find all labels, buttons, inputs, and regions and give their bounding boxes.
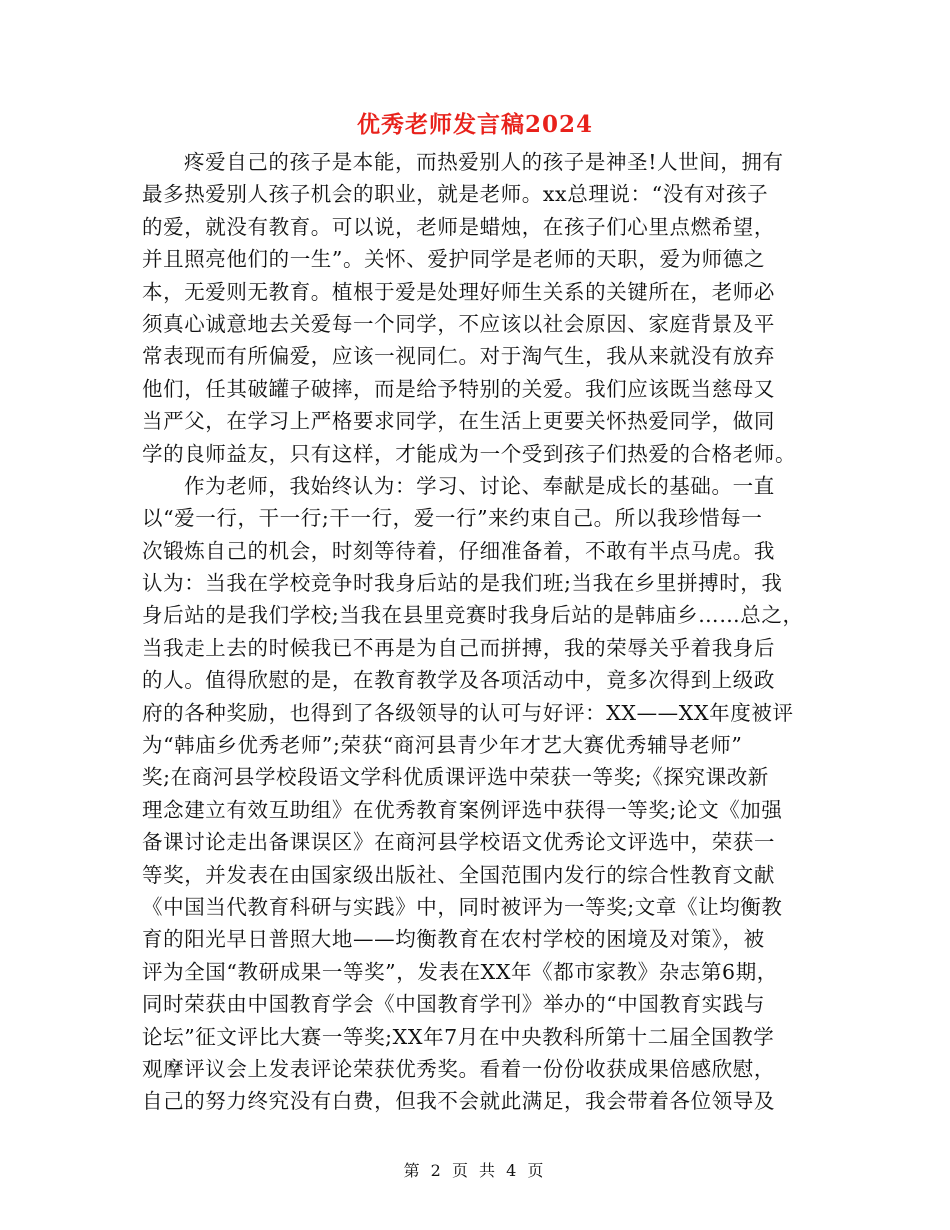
text-line: 的人。值得欣慰的是，在教育教学及各项活动中，竟多次得到上级政 (142, 668, 775, 693)
text-line: 本，无爱则无教育。植根于爱是处理好师生关系的关键所在，老师必 (142, 279, 775, 304)
text-line: 育的阳光早日普照大地——均衡教育在农村学校的困境及对策》，被 (142, 927, 765, 952)
text-line: 学的良师益友，只有这样，才能成为一个受到孩子们热爱的合格老师。 (142, 441, 797, 466)
text-line: 府的各种奖励，也得到了各级领导的认可与好评：XX——XX年度被评 (142, 700, 794, 725)
text-line: 当严父，在学习上严格要求同学，在生活上更要关怀热爱同学，做同 (142, 409, 775, 434)
text-line: 评为全国“教研成果一等奖”，发表在XX年《都市家教》杂志第6期， (142, 959, 778, 984)
text-line: 的爱，就没有教育。可以说，老师是蜡烛，在孩子们心里点燃希望， (142, 214, 775, 239)
text-line: 疼爱自己的孩子是本能，而热爱别人的孩子是神圣!人世间，拥有 (184, 150, 784, 174)
text-line: 当我走上去的时候我已不再是为自己而拼搏，我的荣辱关乎着我身后 (142, 635, 775, 660)
text-line: 认为：当我在学校竞争时我身后站的是我们班;当我在乡里拼搏时，我 (142, 571, 783, 596)
paragraph-2 (142, 470, 818, 1118)
text-line: 论坛”征文评比大赛一等奖;XX年7月在中央教科所第十二届全国教学 (142, 1024, 775, 1049)
text-line: 以“爱一行，干一行;干一行，爱一行”来约束自己。所以我珍惜每一 (142, 506, 763, 531)
text-line: 备课讨论走出备课误区》在商河县学校语文优秀论文评选中，荣获一 (142, 830, 775, 855)
text-line: 他们，任其破罐子破摔，而是给予特别的关爱。我们应该既当慈母又 (142, 376, 775, 401)
page-title: 优秀老师发言稿2024 (356, 111, 593, 138)
page-number-footer: 第 2 页 共 4 页 (403, 1161, 547, 1180)
paragraph-1 (142, 146, 818, 470)
text-line: 身后站的是我们学校;当我在县里竞赛时我身后站的是韩庙乡……总之， (142, 603, 804, 628)
text-line: 常表现而有所偏爱，应该一视同仁。对于淘气生，我从来就没有放弃 (142, 344, 775, 369)
text-line: 最多热爱别人孩子机会的职业，就是老师。xx总理说：“没有对孩子 (142, 182, 769, 207)
text-line: 须真心诚意地去关爱每一个同学，不应该以社会原因、家庭背景及平 (142, 311, 775, 336)
text-line: 并且照亮他们的一生”。关怀、爱护同学是老师的天职，爱为师德之 (142, 247, 765, 272)
text-line: 为“韩庙乡优秀老师”;荣获“商河县青少年才艺大赛优秀辅导老师” (142, 733, 743, 758)
text-line: 次锻炼自己的机会，时刻等待着，仔细准备着，不敢有半点马虎。我 (142, 538, 775, 563)
text-line: 等奖，并发表在由国家级出版社、全国范围内发行的综合性教育文献 (142, 862, 775, 887)
text-line: 理念建立有效互助组》在优秀教育案例评选中获得一等奖;论文《加强 (142, 797, 783, 822)
text-line: 奖;在商河县学校段语文学科优质课评选中荣获一等奖;《探究课改新 (142, 765, 769, 790)
text-line: 作为老师，我始终认为：学习、讨论、奉献是成长的基础。一直 (184, 473, 775, 498)
text-line: 同时荣获由中国教育学会《中国教育学刊》举办的“中国教育实践与 (142, 992, 765, 1017)
body-text (142, 146, 818, 1118)
text-line: 观摩评议会上发表评论荣获优秀奖。看着一份份收获成果倍感欣慰， (142, 1056, 775, 1081)
text-line: 自己的努力终究没有白费，但我不会就此满足，我会带着各位领导及 (142, 1089, 775, 1114)
text-line: 《中国当代教育科研与实践》中，同时被评为一等奖;文章《让均衡教 (142, 894, 783, 919)
